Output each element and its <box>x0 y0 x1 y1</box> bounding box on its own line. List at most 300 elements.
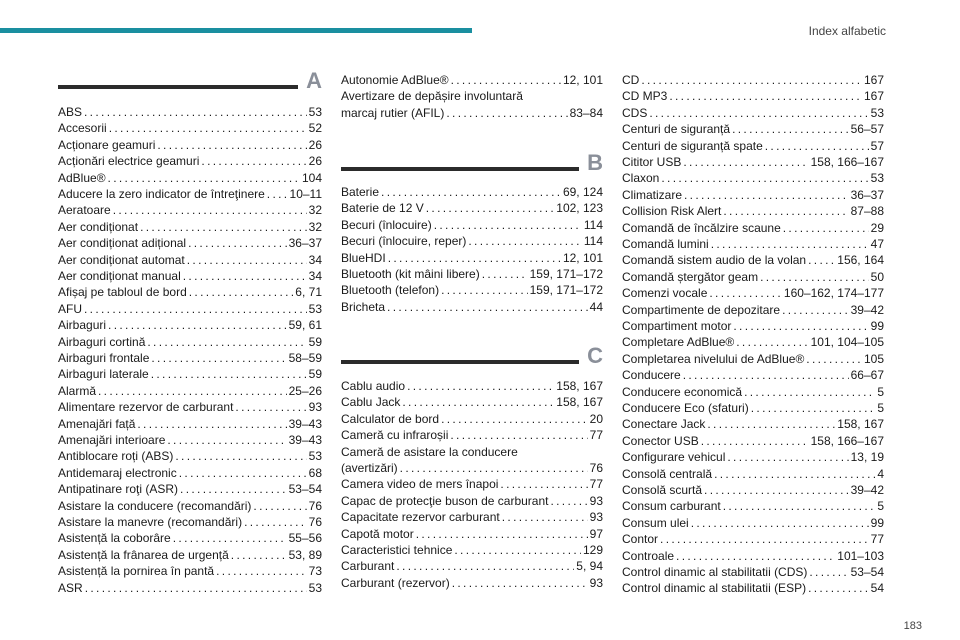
index-entry-page: 69, 124 <box>562 185 603 199</box>
index-entry-page: 129 <box>582 543 603 557</box>
index-entry-label: Aeratoare <box>58 203 111 218</box>
index-entry-label: Calculator de bord <box>341 411 440 426</box>
index-entry <box>622 515 884 531</box>
index-entry <box>58 498 322 514</box>
dot-leader <box>669 88 862 104</box>
index-entry <box>58 383 322 399</box>
dot-leader <box>188 235 287 251</box>
index-entry <box>341 184 603 200</box>
index-entry-label: Consum carburant <box>622 499 721 514</box>
dot-leader <box>727 449 848 465</box>
index-entry-page: 87–88 <box>850 204 884 219</box>
index-entry <box>341 575 603 591</box>
index-entry <box>622 384 884 400</box>
dot-leader <box>704 482 849 498</box>
index-entry-label: Bluetooth (telefon) <box>341 283 440 298</box>
index-entry-label: Comenzi vocale <box>622 286 708 301</box>
dot-leader <box>676 548 835 564</box>
index-entry-label: CDS <box>622 105 648 120</box>
dot-leader <box>267 186 288 202</box>
index-entry <box>622 334 884 350</box>
index-entry <box>58 448 322 464</box>
index-entry-label: Aducere la zero indicator de întreţinere <box>58 187 265 201</box>
index-entry-label: Cablu Jack <box>341 395 401 410</box>
dot-leader <box>783 220 869 236</box>
index-entry <box>341 105 603 121</box>
index-entry <box>622 285 884 301</box>
index-entry <box>58 235 322 251</box>
index-entry-page: 114 <box>583 217 603 232</box>
index-entry-label: Compartimente de depozitare <box>622 302 781 317</box>
index-entry <box>58 350 322 366</box>
index-entry-label: Asistență la pornirea în pantă <box>58 564 215 579</box>
index-entry <box>341 282 603 298</box>
index-entry-label: Conector USB <box>622 433 699 448</box>
dot-leader <box>660 531 869 547</box>
index-entry-page: 68 <box>308 465 322 480</box>
index-entry <box>622 564 884 580</box>
index-entry-page: 93 <box>308 400 322 415</box>
index-entry <box>622 548 884 564</box>
dot-leader <box>151 366 307 382</box>
dot-leader <box>765 138 869 154</box>
dot-leader <box>446 105 567 121</box>
index-entry-label: AFU <box>58 301 82 316</box>
index-entry-page: 5, 94 <box>576 559 603 574</box>
index-entry <box>622 531 884 547</box>
index-entry <box>341 72 603 88</box>
index-entry <box>58 202 322 218</box>
index-entry <box>341 427 603 443</box>
index-entry-page: 83–84 <box>569 105 603 120</box>
index-entry <box>622 236 884 252</box>
index-entry-label: Amenajări interioare <box>58 433 166 447</box>
index-entry-label: Climatizare <box>622 187 683 202</box>
dot-leader <box>684 187 849 203</box>
dot-leader <box>709 285 782 301</box>
index-entry-label: Alimentare rezervor de carburant <box>58 400 234 415</box>
dot-leader <box>808 252 835 268</box>
index-entry-page: 54 <box>870 581 884 596</box>
section-rule <box>58 85 298 89</box>
dot-leader <box>723 498 876 514</box>
index-entry <box>341 542 603 558</box>
index-entry-page: 53, 89 <box>288 547 322 562</box>
dot-leader <box>806 351 862 367</box>
dot-leader <box>454 542 581 558</box>
index-entry-page: 158, 166–167 <box>810 155 884 169</box>
index-entry <box>58 120 322 136</box>
index-entry <box>341 378 603 394</box>
index-entry-page: 47 <box>870 237 884 251</box>
index-entry-label: Becuri (înlocuire) <box>341 217 432 232</box>
index-entry-page: 59, 61 <box>288 318 322 333</box>
index-entry-page: 101, 104–105 <box>810 335 884 350</box>
dot-leader <box>147 334 306 350</box>
index-entry-page: 76 <box>308 498 322 513</box>
dot-leader <box>151 350 286 366</box>
dot-leader <box>434 217 582 233</box>
dot-leader <box>502 509 588 525</box>
index-entry <box>622 252 884 268</box>
index-entry <box>341 558 603 574</box>
index-entry <box>341 250 603 266</box>
dot-leader <box>691 515 869 531</box>
dot-leader <box>109 120 307 136</box>
dot-leader <box>400 460 588 476</box>
index-entry-label: Cameră de asistare la conducere <box>341 444 518 459</box>
dot-leader <box>235 399 306 415</box>
index-entry <box>58 514 322 530</box>
index-entry <box>58 416 322 432</box>
index-entry-page: 73 <box>308 564 322 579</box>
dot-leader <box>732 121 849 137</box>
dot-leader <box>140 219 307 235</box>
index-entry <box>58 219 322 235</box>
index-entry-page: 167 <box>863 73 884 87</box>
index-entry-page: 159, 171–172 <box>529 267 603 281</box>
index-entry-label: Carburant (rezervor) <box>341 575 450 590</box>
index-entry-page: 26 <box>308 154 322 169</box>
index-entry-label: Amenajări față <box>58 416 136 431</box>
index-entry-label: Comandă sistem audio de la volan <box>622 253 807 268</box>
dot-leader <box>641 72 862 88</box>
index-entry <box>341 394 603 410</box>
index-entry-label: Antiblocare roți (ABS) <box>58 449 174 464</box>
dot-leader <box>388 250 561 266</box>
index-entry-label: Baterie de 12 V <box>341 201 424 216</box>
index-entry <box>622 498 884 514</box>
dot-leader <box>426 200 555 216</box>
index-entry <box>341 411 603 427</box>
index-entry-page: 53 <box>308 449 322 464</box>
index-entry-label: Caracteristici tehnice <box>341 543 453 557</box>
index-entry-page: 58–59 <box>288 351 322 365</box>
index-entry <box>622 269 884 285</box>
index-entry <box>58 252 322 268</box>
index-entry-page: 39–43 <box>288 416 322 431</box>
index-entry-label: Bricheta <box>341 299 386 314</box>
index-entry-label: Antidemaraj electronic <box>58 465 177 480</box>
dot-leader <box>683 154 808 170</box>
index-entry-label: BlueHDI <box>341 250 386 265</box>
index-entry-label: Capacitate rezervor carburant <box>341 510 500 525</box>
index-entry-page: 93 <box>589 510 603 525</box>
dot-leader <box>782 302 849 318</box>
index-entry-page: 102, 123 <box>556 201 603 216</box>
dot-leader <box>482 266 528 282</box>
index-entry-label: Comandă de încălzire scaune <box>622 220 781 235</box>
dot-leader <box>441 411 588 427</box>
index-entry-page: 29 <box>870 220 884 235</box>
dot-leader <box>452 575 588 591</box>
index-entry <box>58 137 322 153</box>
index-entry-page: 93 <box>589 493 603 508</box>
index-entry-page: 53–54 <box>288 482 322 497</box>
index-entry <box>622 400 884 416</box>
dot-leader <box>84 104 307 120</box>
dot-leader <box>450 427 587 443</box>
index-entry-label: CD <box>622 73 640 87</box>
dot-leader <box>736 334 808 350</box>
dot-leader <box>113 202 307 218</box>
index-entry-label: AdBlue® <box>58 170 106 185</box>
index-entry-page: 53 <box>870 171 884 186</box>
index-entry <box>58 547 322 563</box>
index-entry <box>622 351 884 367</box>
dot-leader <box>253 498 306 514</box>
dot-leader <box>189 284 294 300</box>
index-entry-page: 57 <box>870 138 884 153</box>
index-entry-page: 5 <box>877 401 884 415</box>
index-entry-page: 101–103 <box>837 548 884 563</box>
page-number: 183 <box>903 620 922 632</box>
index-entry-label: Antipatinare roţi (ASR) <box>58 482 179 497</box>
index-entry-label: Capac de protecţie buson de carburant <box>341 493 549 508</box>
index-entry-label: Cablu audio <box>341 379 406 393</box>
index-entry <box>58 268 322 284</box>
index-entry <box>58 432 322 448</box>
index-entry-page: 53 <box>308 301 322 316</box>
index-entry-label: Capotă motor <box>341 526 414 541</box>
dot-leader <box>167 432 286 448</box>
index-entry-label: Control dinamic al stabilitatii (ESP) <box>622 581 807 596</box>
dot-leader <box>451 72 561 88</box>
index-entry-label: Bluetooth (kit mâini libere) <box>341 267 480 281</box>
index-entry-label: Autonomie AdBlue® <box>341 73 449 87</box>
index-entry-page: 34 <box>308 252 322 267</box>
index-entry <box>622 121 884 137</box>
index-entry <box>622 449 884 465</box>
dot-leader <box>85 580 307 596</box>
dot-leader <box>809 564 848 580</box>
index-entry-label: Cititor USB <box>622 155 682 169</box>
index-entry-label: Airbaguri laterale <box>58 367 149 382</box>
header-accent-bar <box>0 28 472 33</box>
index-entry <box>58 366 322 382</box>
index-entry-page: 167 <box>863 89 884 104</box>
index-entry-label: Configurare vehicul <box>622 450 726 465</box>
index-entry-label: CD MP3 <box>622 89 668 104</box>
index-entry-page: 93 <box>589 575 603 590</box>
section-letter: C <box>587 343 603 368</box>
index-entry <box>622 466 884 482</box>
dot-leader <box>201 153 306 169</box>
index-entry <box>58 317 322 333</box>
index-entry <box>58 580 322 596</box>
dot-leader <box>468 233 581 249</box>
index-entry <box>58 399 322 415</box>
index-entry-page: 160–162, 174–177 <box>783 286 884 301</box>
dot-leader <box>179 465 307 481</box>
index-entry-label: Asistare la manevre (recomandări) <box>58 515 243 529</box>
index-entry-label: Contor <box>622 532 659 547</box>
dot-leader <box>173 530 287 546</box>
index-entry-page: 10–11 <box>289 187 322 201</box>
index-entry-label: Aer condiționat manual <box>58 269 181 283</box>
index-entry-label: Baterie <box>341 185 380 199</box>
index-entry-page: 5 <box>877 384 884 399</box>
index-entry-label: marcaj rutier (AFIL) <box>341 105 445 120</box>
dot-leader <box>98 383 287 399</box>
index-entry <box>58 334 322 350</box>
index-entry <box>341 460 603 476</box>
dot-leader <box>137 416 286 432</box>
index-entry-page: 36–37 <box>288 236 322 251</box>
index-entry-page: 114 <box>583 234 603 249</box>
index-entry <box>622 580 884 596</box>
index-entry-page: 97 <box>589 526 603 541</box>
index-entry-page: 25–26 <box>288 383 322 398</box>
index-entry-label: Carburant <box>341 559 395 574</box>
index-entry-page: 76 <box>589 461 603 475</box>
page-header-title: Index alfabetic <box>808 24 886 38</box>
index-entry-label: ASR <box>58 580 83 595</box>
index-entry-label: Aer condiționat automat <box>58 252 185 267</box>
index-entry-page: 158, 167 <box>556 379 603 393</box>
index-entry-label: (avertizări) <box>341 461 398 475</box>
index-entry <box>341 233 603 249</box>
dot-leader <box>714 466 875 482</box>
index-entry <box>622 138 884 154</box>
index-entry-label: Accesorii <box>58 121 107 136</box>
index-entry <box>341 493 603 509</box>
index-entry <box>341 217 603 233</box>
dot-leader <box>760 269 869 285</box>
index-entry <box>58 465 322 481</box>
index-entry-page: 56–57 <box>850 122 884 137</box>
index-entry-label: Comandă lumini <box>622 237 709 251</box>
index-entry-label: ABS <box>58 105 83 119</box>
index-entry <box>341 266 603 282</box>
index-entry-page: 39–42 <box>850 483 884 497</box>
index-entry-page: 99 <box>870 515 884 530</box>
index-entry-page: 53 <box>308 105 322 119</box>
index-entry-label: Acționări electrice geamuri <box>58 154 200 169</box>
index-entry <box>58 186 322 202</box>
dot-leader <box>441 282 528 298</box>
index-entry <box>58 530 322 546</box>
dot-leader <box>649 105 868 121</box>
dot-leader <box>711 236 869 252</box>
dot-leader <box>396 558 574 574</box>
index-entry-page: 20 <box>589 411 603 426</box>
index-entry <box>622 302 884 318</box>
index-entry-label: Compartiment motor <box>622 319 732 333</box>
dot-leader <box>387 299 588 315</box>
dot-leader <box>550 493 587 509</box>
index-entry <box>622 105 884 121</box>
dot-leader <box>744 384 875 400</box>
index-entry <box>58 481 322 497</box>
index-entry-label: Alarmă <box>58 383 97 398</box>
index-entry-label: Collision Risk Alert <box>622 204 722 219</box>
index-entry-label: Camera video de mers înapoi <box>341 477 499 492</box>
index-entry <box>622 433 884 449</box>
dot-leader <box>500 476 587 492</box>
section-rule <box>341 167 579 171</box>
dot-leader <box>231 547 287 563</box>
dot-leader <box>381 184 561 200</box>
index-entry-page: 77 <box>870 532 884 547</box>
index-entry <box>341 526 603 542</box>
index-entry-label: Becuri (înlocuire, reper) <box>341 234 467 249</box>
dot-leader <box>108 317 287 333</box>
index-entry <box>622 154 884 170</box>
index-entry-label: Controale <box>622 548 675 563</box>
index-entry-label: Airbaguri cortină <box>58 334 146 349</box>
section-rule <box>341 360 579 364</box>
index-entry <box>58 153 322 169</box>
dot-leader <box>751 400 876 416</box>
dot-leader <box>108 170 300 186</box>
index-entry-label: Consolă centrală <box>622 466 713 481</box>
dot-leader <box>416 526 588 542</box>
index-entry-label: Comandă ștergător geam <box>622 269 759 284</box>
index-entry-page: 32 <box>308 203 322 218</box>
index-entry-page: 26 <box>308 137 322 152</box>
dot-leader <box>157 137 306 153</box>
dot-leader <box>187 252 307 268</box>
index-entry-page: 12, 101 <box>562 73 603 87</box>
index-entry-page: 39–43 <box>288 433 322 447</box>
index-entry-page: 158, 167 <box>837 417 884 432</box>
index-entry <box>622 367 884 383</box>
index-entry-label: Acționare geamuri <box>58 137 156 152</box>
dot-leader <box>407 378 554 394</box>
index-entry-label: Afișaj pe tabloul de bord <box>58 285 187 300</box>
dot-leader <box>683 367 849 383</box>
index-entry-page: 52 <box>308 121 322 136</box>
index-entry <box>622 72 884 88</box>
index-entry-label: Aer condiționat <box>58 219 139 234</box>
index-entry-page: 34 <box>308 269 322 283</box>
section-letter: B <box>587 150 603 175</box>
index-entry-label: Airbaguri frontale <box>58 351 150 365</box>
index-entry <box>58 301 322 317</box>
index-entry-label: Asistență la frânarea de urgență <box>58 547 229 562</box>
index-entry-page: 156, 164 <box>837 253 884 268</box>
index-entry-page: 53 <box>308 580 322 595</box>
index-entry-label: Conducere <box>622 368 681 383</box>
dot-leader <box>244 514 307 530</box>
index-entry <box>622 482 884 498</box>
dot-leader <box>701 433 809 449</box>
index-entry-page: 12, 101 <box>562 250 603 265</box>
index-entry-page: 66–67 <box>850 368 884 383</box>
index-entry-label: Consolă scurtă <box>622 483 703 497</box>
index-entry-page: 4 <box>877 466 884 481</box>
index-entry-label: Airbaguri <box>58 318 107 333</box>
index-entry <box>58 170 322 186</box>
index-entry <box>341 200 603 216</box>
index-entry-label: Consum ulei <box>622 515 689 530</box>
dot-leader <box>175 448 306 464</box>
index-entry-page: 76 <box>308 515 322 529</box>
index-entry <box>622 416 884 432</box>
dot-leader <box>733 318 868 334</box>
index-entry-label: Asistență la coborâre <box>58 531 171 546</box>
index-entry-label: Completare AdBlue® <box>622 335 735 350</box>
index-entry-page: 77 <box>589 428 603 443</box>
index-entry-page: 32 <box>308 219 322 234</box>
index-entry-page: 158, 166–167 <box>810 433 884 448</box>
index-entry-label: Conducere economică <box>622 384 743 399</box>
dot-leader <box>723 203 848 219</box>
dot-leader <box>183 268 307 284</box>
dot-leader <box>402 394 554 410</box>
index-entry-label: Centuri de siguranță spate <box>622 138 763 153</box>
